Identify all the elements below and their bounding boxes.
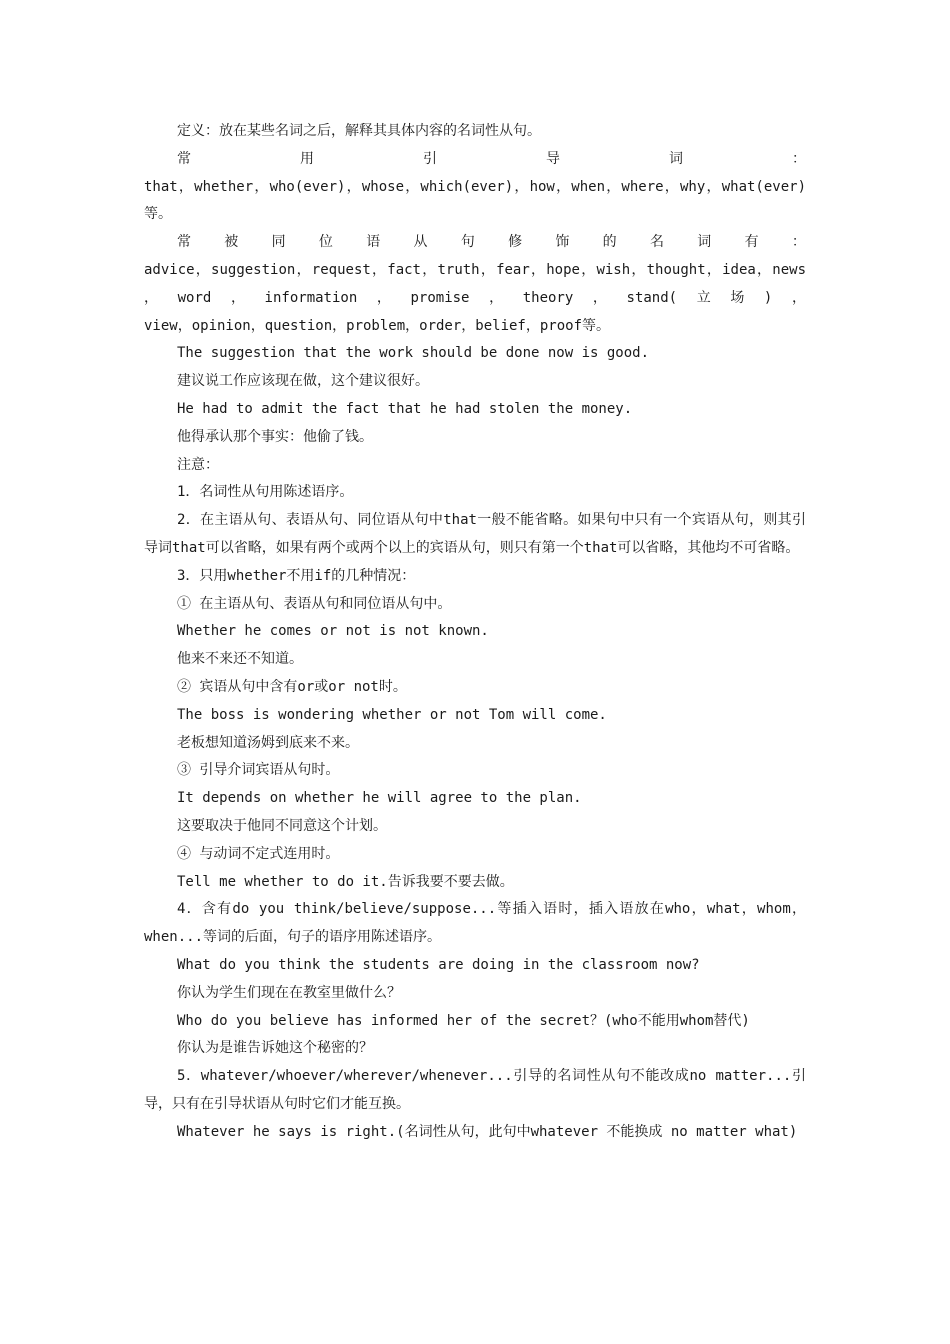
nouns-token: ，	[592, 289, 607, 306]
rule-1: 1．名词性从句用陈述语序。	[177, 484, 354, 501]
heading-char: 常	[177, 150, 191, 167]
rule-5: 5．whatever/whoever/wherever/whenever...引导的名词性从句不能改成no matter...引导，只有在引导状语从句时它们才能互换。	[144, 1068, 806, 1112]
nouns-token: 场	[730, 289, 745, 306]
nouns-token: promise	[410, 289, 470, 306]
case-1-en: Whether he comes or not is not known.	[177, 623, 489, 640]
heading-char: 从	[413, 234, 428, 251]
heading-char: 用	[300, 150, 314, 167]
heading-char: 同	[271, 234, 286, 251]
example-2-en: He had to admit the fact that he had stolen the money.	[177, 400, 633, 417]
case-3: ③ 引导介词宾语从句时。	[177, 762, 340, 779]
rule-5-example: Whatever he says is right.(名词性从句，此句中whatever 不能换成 no matter what)	[177, 1123, 798, 1140]
heading-char: 句	[460, 234, 475, 251]
rule-4-cn: 你认为学生们现在在教室里做什么？	[177, 984, 401, 1001]
heading-char: 修	[508, 234, 523, 251]
nouns-line-1: advice，suggestion，request，fact，truth，fear，hope，wish，thought，idea，news	[144, 261, 806, 278]
nouns-line-2	[144, 285, 806, 313]
note-label: 注意：	[177, 456, 219, 473]
example-2-cn: 他得承认那个事实：他偷了钱。	[177, 428, 373, 445]
nouns-token: theory	[522, 289, 574, 306]
heading-char: 语	[366, 234, 381, 251]
heading-char: 的	[602, 234, 617, 251]
nouns-token: ，	[144, 289, 158, 306]
heading-char: 名	[649, 234, 664, 251]
nouns-token: )	[763, 289, 773, 306]
case-2-en: The boss is wondering whether or not Tom will come.	[177, 706, 607, 723]
nouns-token: ，	[376, 289, 391, 306]
rule-4-en-2: Who do you believe has informed her of the secret？(who不能用whom替代)	[177, 1012, 750, 1029]
common-leaders-heading	[144, 146, 806, 174]
heading-char: 词	[669, 150, 683, 167]
heading-char: 有	[744, 234, 759, 251]
case-4-example: Tell me whether to do it.告诉我要不要去做。	[177, 873, 514, 890]
rule-4: 4．含有do you think/believe/suppose...等插入语时，插入语放在who，what，whom，when...等词的后面，句子的语序用陈述语序。	[144, 901, 806, 946]
heading-char: ：	[792, 150, 806, 167]
rule-2: 2．在主语从句、表语从句、同位语从句中that一般不能省略。如果句中只有一个宾语从句，则其引导词that可以省略，如果有两个或两个以上的宾语从句，则只有第一个that可以省略，其他均不可省略。	[144, 512, 806, 556]
nouns-token: 立	[696, 289, 711, 306]
rule-4-cn-2: 你认为是谁告诉她这个秘密的？	[177, 1040, 373, 1057]
case-3-cn: 这要取决于他同不同意这个计划。	[177, 817, 387, 834]
heading-char: 饰	[555, 234, 570, 251]
case-2-cn: 老板想知道汤姆到底来不来。	[177, 734, 359, 751]
nouns-line-3: view，opinion，question，problem，order，belief，proof等。	[144, 317, 611, 334]
nouns-token: stand(	[626, 289, 678, 306]
nouns-token: ，	[489, 289, 504, 306]
case-2: ② 宾语从句中含有or或or not时。	[177, 678, 407, 695]
heading-char: 被	[224, 234, 239, 251]
heading-char: ：	[791, 234, 806, 251]
heading-char: 导	[546, 150, 560, 167]
case-4: ④ 与动词不定式连用时。	[177, 845, 340, 862]
case-1-cn: 他来不来还不知道。	[177, 651, 303, 668]
heading-char: 引	[423, 150, 437, 167]
rule-4-en: What do you think the students are doing in the classroom now?	[177, 956, 700, 973]
case-1: ① 在主语从句、表语从句和同位语从句中。	[177, 595, 452, 612]
heading-char: 词	[697, 234, 712, 251]
rule-3: 3．只用whether不用if的几种情况：	[177, 567, 416, 584]
nouns-token: ，	[791, 289, 806, 306]
common-leaders-list: that，whether，who(ever)，whose，which(ever)，how，when，where，why，what(ever)	[144, 178, 806, 195]
common-leaders-end: 等。	[144, 206, 172, 223]
nouns-token: information	[264, 289, 358, 306]
nouns-heading	[144, 229, 806, 257]
definition-line: 定义：放在某些名词之后，解释其具体内容的名词性从句。	[177, 123, 541, 139]
nouns-token: word	[177, 289, 212, 306]
example-1-cn: 建议说工作应该现在做，这个建议很好。	[177, 373, 429, 390]
heading-char: 常	[177, 234, 191, 251]
heading-char: 位	[318, 234, 333, 251]
case-3-en: It depends on whether he will agree to the plan.	[177, 790, 582, 807]
nouns-token: ，	[230, 289, 245, 306]
example-1-en: The suggestion that the work should be done now is good.	[177, 345, 650, 362]
document-body	[144, 118, 806, 1146]
